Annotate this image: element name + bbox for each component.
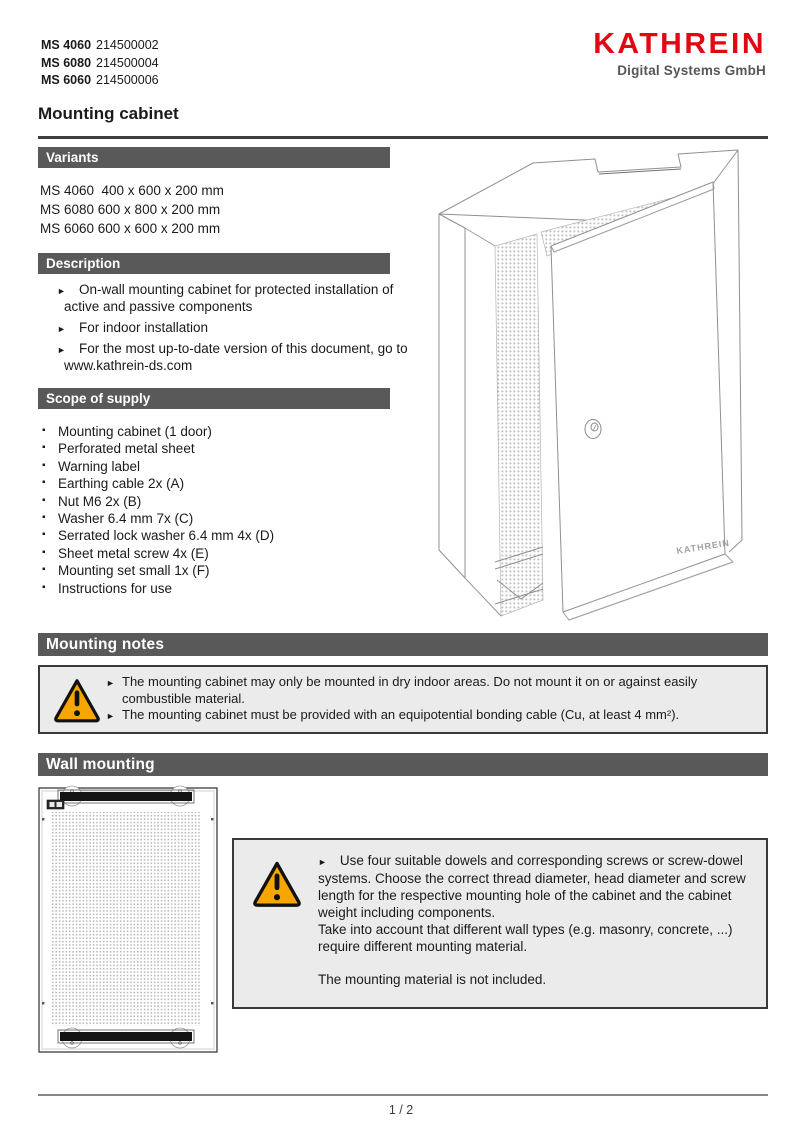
product-order-number: 214500004 [96,55,159,70]
arrow-bullet-icon: ► [318,857,327,867]
variants-list [40,181,224,239]
scope-item: ▪ Serrated lock washer 6.4 mm 4x (D) [42,528,275,544]
scope-of-supply-list [42,423,274,597]
scope-item: ▪ Warning label [42,458,141,474]
product-model: MS 6080 [41,55,92,70]
product-order-number: 214500006 [96,73,159,87]
page-number: 1 / 2 [388,1103,414,1117]
section-heading-description: Description [38,253,390,274]
page-title: Mounting cabinet [38,104,179,123]
variant-item: MS 4060 400 x 600 x 200 mm [40,183,224,198]
scope-item: ▪ Sheet metal screw 4x (E) [42,545,209,561]
product-code-list [41,37,159,90]
kathrein-wordmark: KATHREIN [593,28,766,60]
square-bullet-icon: ▪ [42,442,46,454]
mounting-notes-text [106,674,761,724]
arrow-bullet-icon: ► [57,286,66,296]
description-bullet [38,341,420,375]
cabinet-isometric-drawing [433,142,790,622]
scope-item: ▪ Mounting cabinet (1 door) [42,424,212,439]
mounting-note-bullet: ► The mounting cabinet may only be mounted in dry indoor areas. Do not mount it on or against easily combustible material. [106,674,698,706]
footer-divider [38,1094,768,1096]
arrow-bullet-icon: ► [57,324,66,335]
warning-paragraph: Take into account that different wall types (e.g. masonry, concrete, ...) require different mounting material. [318,921,733,954]
square-bullet-icon: ▪ [42,564,46,576]
variant-item: MS 6080 600 x 800 x 200 mm [40,202,221,218]
arrow-bullet-icon: ► [106,677,115,688]
cabinet-brand-embossing: KATHREIN [675,537,731,556]
section-heading-mounting-notes: Mounting notes [38,633,768,656]
description-text: For indoor installation [79,320,209,336]
square-bullet-icon: ▪ [42,512,46,524]
wall-mounting-warning-text [318,853,746,989]
section-heading-scope-of-supply: Scope of supply [38,388,390,409]
product-code-row [41,55,159,73]
square-bullet-icon: ▪ [42,546,46,558]
product-model: MS 6060 [41,73,92,87]
logo-subtitle: Digital Systems GmbH [617,63,766,78]
product-order-number: 214500002 [96,38,159,52]
wall-mounting-warning-box [232,838,768,1009]
description-bullet [38,282,420,316]
square-bullet-icon: ▪ [42,494,46,506]
product-code-row [41,37,159,55]
scope-item: ▪ Perforated metal sheet [42,441,195,457]
square-bullet-icon: ▪ [42,581,46,593]
square-bullet-icon: ▪ [42,477,46,489]
square-bullet-icon: ▪ [42,529,46,541]
description-bullet [38,320,420,337]
scope-item: ▪ Nut M6 2x (B) [42,493,142,509]
arrow-bullet-icon: ► [106,710,115,721]
company-logo [593,30,766,78]
product-code-row [41,72,159,90]
arrow-bullet-icon: ► [57,345,66,356]
title-divider [38,136,768,139]
scope-item: ▪ Instructions for use [42,580,173,596]
description-text: On-wall mounting cabinet for protected installation of active and passive components [64,282,394,314]
mounting-notes-warning-box [38,665,768,734]
product-model: MS 4060 [41,38,92,52]
variant-item: MS 6060 600 x 600 x 200 mm [40,221,221,237]
mounting-note-bullet: ► The mounting cabinet must be provided with an equipotential bonding cable (Cu, at least 4 mm²). [106,707,680,722]
warning-triangle-icon [53,673,101,727]
warning-paragraph: The mounting material is not included. [318,972,547,988]
scope-item: ▪ Earthing cable 2x (A) [42,476,185,492]
section-heading-wall-mounting: Wall mounting [38,753,768,776]
scope-item: ▪ Mounting set small 1x (F) [42,563,210,579]
section-heading-variants: Variants [38,147,390,168]
wall-mounting-plate-drawing [38,784,218,1054]
warning-bullet: ► Use four suitable dowels and corresponding screws or screw-dowel systems. Choose the correct thread diameter, head diameter and screw length for the respective mounting hole of the cabinet and the cabinet weight including components. [318,853,746,920]
square-bullet-icon: ▪ [42,425,46,436]
scope-item: ▪ Washer 6.4 mm 7x (C) [42,511,194,527]
description-list [38,282,420,379]
description-text: For the most up-to-date version of this document, go to www.kathrein-ds.com [64,341,408,374]
square-bullet-icon: ▪ [42,459,46,471]
warning-triangle-icon [252,856,302,911]
